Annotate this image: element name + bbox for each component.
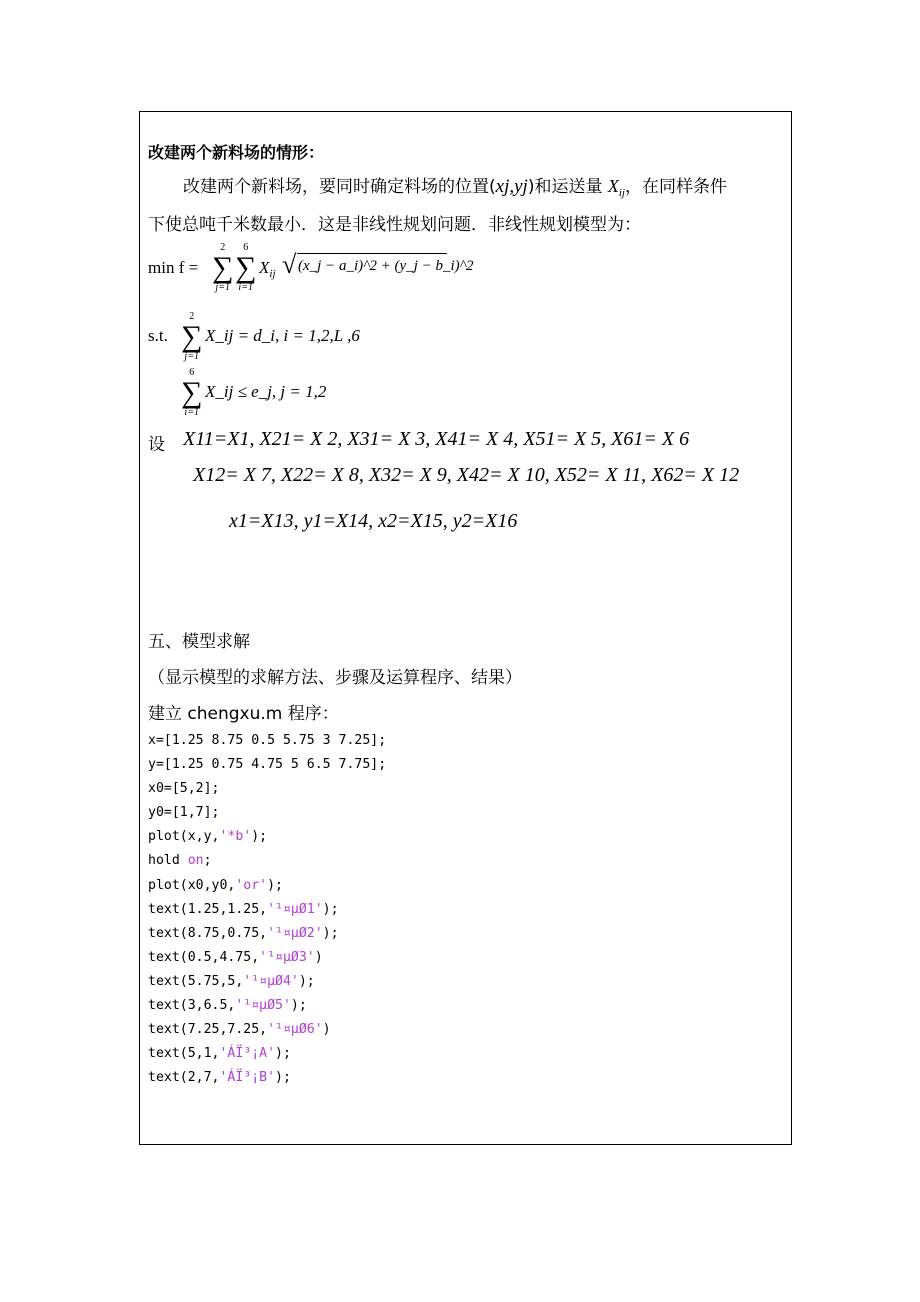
code-line: x0=[5,2]; — [148, 781, 220, 797]
program-intro: 建立 chengxu.m 程序： — [148, 704, 339, 724]
sigma-symbol: ∑ — [212, 251, 234, 284]
sum-i — [235, 243, 256, 293]
paragraph-line-2: 下使总吨千米数最小．这是非线性规划问题．非线性规划模型为： — [148, 215, 641, 235]
vars-line-1: X11=X1, X21= X 2, X31= X 3, X41= X 4, X51= X 5, X61= X 6 — [183, 428, 690, 450]
section-title: 五、模型求解 — [148, 632, 250, 652]
sigma-symbol: ∑ — [181, 376, 203, 409]
code-line: hold on; — [148, 853, 212, 869]
code-block — [148, 729, 386, 1090]
objective-term — [259, 258, 276, 280]
para1-pre: 改建两个新料场，要同时确定料场的位置( — [183, 177, 496, 197]
para1-post: ，在同样条件 — [625, 177, 727, 197]
constraint2-body: X_ij ≤ e_j, j = 1,2 — [205, 382, 327, 401]
st-label: s.t. — [148, 326, 168, 345]
sqrt-bar — [297, 253, 447, 254]
code-line: text(7.25,7.25,'¹¤µØ6') — [148, 1022, 331, 1038]
c2-sum-bottom: i=1 — [184, 407, 199, 418]
c1-sum-bottom: j=1 — [184, 351, 199, 362]
vars-line-3: x1=X13, y1=X14, x2=X15, y2=X16 — [229, 510, 518, 532]
code-line: y0=[1,7]; — [148, 805, 220, 821]
sum-j-bottom: j=1 — [215, 282, 230, 293]
sqrt-icon: √ — [282, 250, 297, 279]
term-X: X — [259, 258, 270, 277]
sum-j-top: 2 — [220, 242, 226, 253]
code-line: text(3,6.5,'¹¤µØ5'); — [148, 998, 307, 1014]
sigma-symbol: ∑ — [235, 251, 257, 284]
code-line: text(8.75,0.75,'¹¤µØ2'); — [148, 925, 339, 941]
constraint1-sum — [181, 312, 202, 362]
objective-lhs — [148, 258, 198, 278]
code-line: y=[1.25 0.75 4.75 5 6.5 7.75]; — [148, 757, 387, 773]
c2-sum-top: 6 — [189, 367, 195, 378]
paragraph-line-1 — [183, 172, 727, 199]
objective-radicand: (x_j − a_i)^2 + (y_j − b_i)^2 — [298, 258, 474, 274]
code-line: text(1.25,1.25,'¹¤µØ1'); — [148, 901, 339, 917]
transport-var: X — [607, 176, 619, 196]
code-line: plot(x0,y0,'or'); — [148, 877, 283, 893]
code-line: text(5.75,5,'¹¤µØ4'); — [148, 973, 315, 989]
sum-i-bottom: i=1 — [238, 282, 253, 293]
constraint1-body: X_ij = d_i, i = 1,2,L ,6 — [205, 326, 360, 345]
position-vars: xj,yj — [495, 176, 528, 197]
para1-mid: )和运送量 — [527, 177, 603, 197]
code-line: plot(x,y,'*b'); — [148, 829, 268, 845]
code-line: x=[1.25 8.75 0.5 5.75 3 7.25]; — [148, 733, 387, 748]
sigma-symbol: ∑ — [181, 320, 203, 353]
vars-line-2: X12= X 7, X22= X 8, X32= X 9, X42= X 10, X52= X 11, X62= X 12 — [193, 464, 740, 486]
sum-j — [212, 243, 233, 293]
sum-i-top: 6 — [243, 242, 249, 253]
section-note: （显示模型的求解方法、步骤及运算程序、结果） — [148, 668, 522, 688]
c1-sum-top: 2 — [189, 311, 195, 322]
code-line: text(2,7,'ÁÏ³¡B'); — [148, 1070, 291, 1086]
constraint2-sum — [181, 368, 202, 418]
objective-label: min f = — [148, 258, 199, 277]
term-X-sub: ij — [269, 268, 276, 280]
section-heading: 改建两个新料场的情形： — [148, 143, 325, 162]
code-line: text(5,1,'ÁÏ³¡A'); — [148, 1046, 291, 1062]
transport-var-sub: ij — [618, 187, 625, 199]
let-label: 设 — [148, 435, 165, 455]
code-line: text(0.5,4.75,'¹¤µØ3') — [148, 949, 323, 965]
